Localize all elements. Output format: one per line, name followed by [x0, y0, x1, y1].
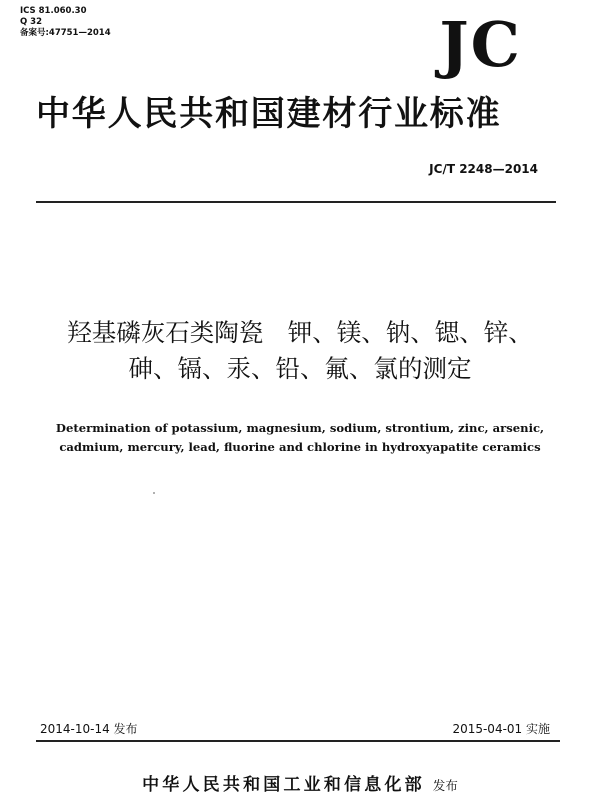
implementation-date: 2015-04-01 实施 [452, 722, 550, 736]
standard-number: JC/T 2248—2014 [429, 162, 538, 176]
ics-code: ICS 81.060.30 [20, 6, 87, 16]
bottom-divider [36, 740, 560, 742]
issue-date: 2014-10-14 发布 [40, 722, 138, 736]
scan-speck [153, 492, 155, 494]
issuer-name: 中华人民共和国工业和信息化部 [142, 775, 425, 795]
title-en-line1: Determination of potassium, magnesium, sodium, strontium, zinc, arsenic, [55, 421, 545, 435]
organization-title: 中华人民共和国建材行业标准 [36, 94, 502, 134]
issuer-line [0, 770, 600, 795]
filing-number: 备案号:47751—2014 [20, 28, 111, 38]
ccs-code: Q 32 [20, 17, 43, 27]
title-cn-line2: 砷、镉、汞、铅、氟、氯的测定 [128, 354, 472, 383]
jc-logo: JC [439, 8, 522, 81]
title-en-line2: cadmium, mercury, lead, fluorine and chlorine in hydroxyapatite ceramics [59, 440, 541, 454]
top-divider [36, 201, 556, 203]
title-cn-line1: 羟基磷灰石类陶瓷 钾、镁、钠、锶、锌、 [67, 318, 533, 347]
issuer-verb: 发布 [432, 778, 458, 793]
